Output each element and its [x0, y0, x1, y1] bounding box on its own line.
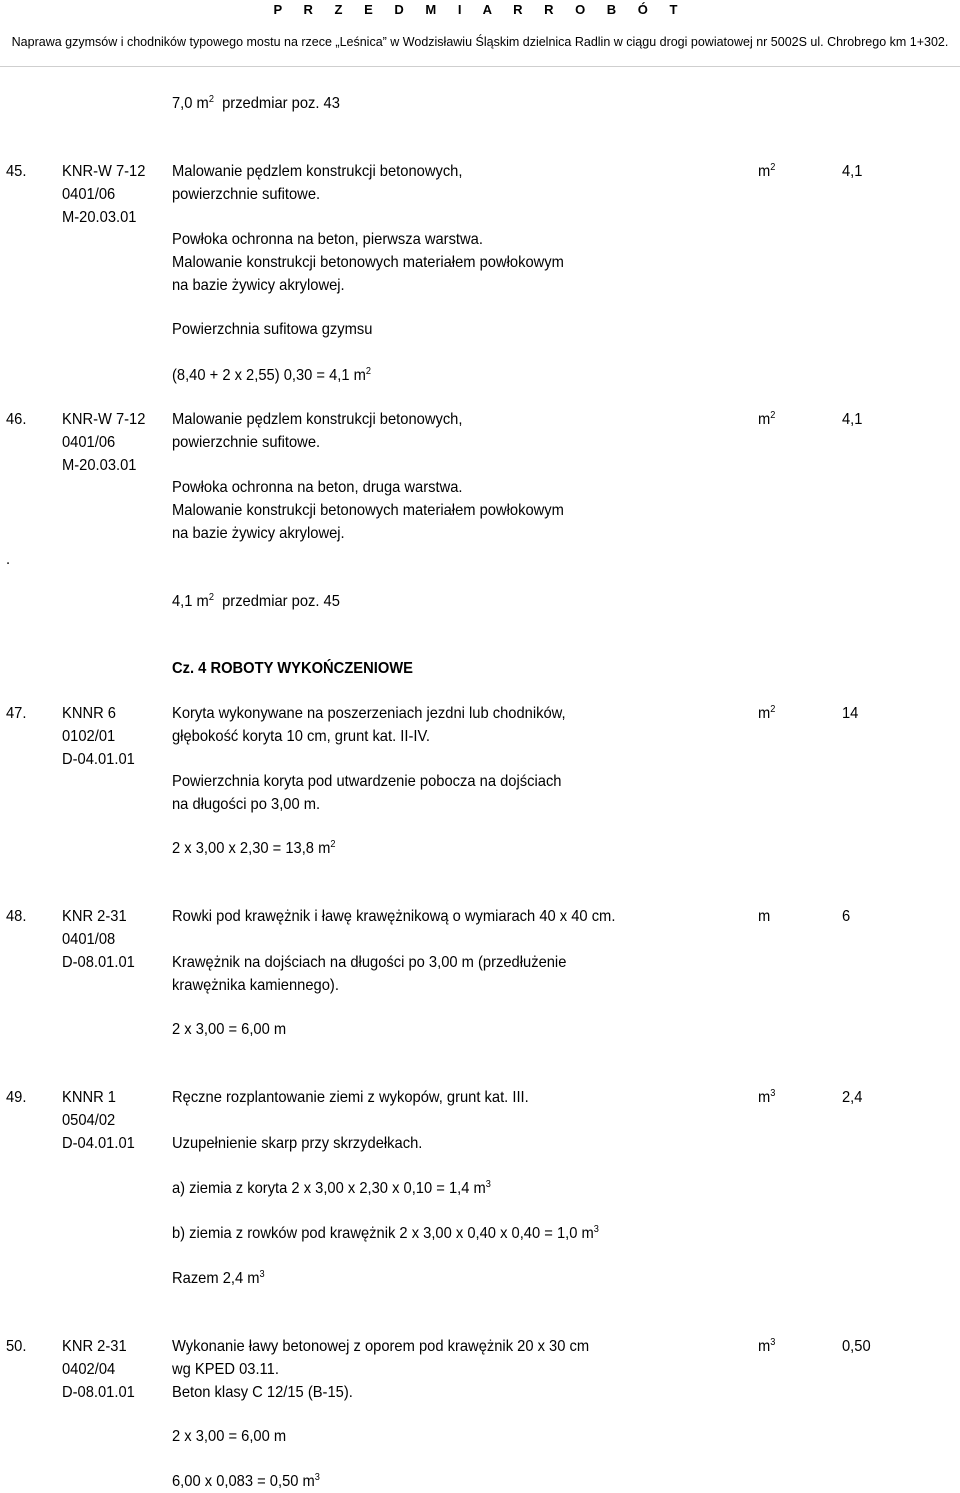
- pos47-calculation: 2 x 3,00 x 2,30 = 13,8 $m^2$: [172, 839, 336, 857]
- pos50-quantity: 0,50: [842, 1338, 871, 1355]
- document-subtitle: Naprawa gzymsów i chodników typowego mostu na rzece „Leśnica” w Wodzisławiu Śląskim dzielnica Radlin w ciągu drogi powiatowej nr 5002S ul. Chrobrego km 1+302.: [11, 35, 949, 49]
- intro-line: 7,0 $m^2$ przedmiar poz. 43: [172, 94, 340, 112]
- pos46-desc: na bazie żywicy akrylowej.: [172, 525, 345, 542]
- pos47-code-3: D-04.01.01: [62, 751, 135, 768]
- pos47-desc: Powierzchnia koryta pod utwardzenie pobocza na dojściach: [172, 773, 562, 790]
- pos49-desc: Uzupełnienie skarp przy skrzydełkach.: [172, 1135, 423, 1152]
- pos47-unit: $m^2$: [758, 704, 776, 722]
- pos47-code-1: KNNR 6: [62, 705, 116, 722]
- pos50-desc: Beton klasy C 12/15 (B-15).: [172, 1384, 353, 1401]
- pos45-desc: powierzchnie sufitowe.: [172, 186, 321, 203]
- pos49-unit: $m^3$: [758, 1088, 776, 1106]
- pos50-unit: $m^3$: [758, 1337, 776, 1355]
- pos48-desc: krawężnika kamiennego).: [172, 977, 339, 994]
- pos46-unit: $m^2$: [758, 410, 776, 428]
- pos48-calculation: 2 x 3,00 = 6,00 m: [172, 1021, 287, 1038]
- pos48-desc: Krawężnik na dojściach na długości po 3,00 m (przedłużenie: [172, 954, 567, 971]
- pos50-calculation-1: 2 x 3,00 = 6,00 m: [172, 1428, 287, 1445]
- pos46-desc: Malowanie pędzlem konstrukcji betonowych,: [172, 411, 463, 428]
- section-heading: Cz. 4 ROBOTY WYKOŃCZENIOWE: [172, 660, 413, 677]
- pos50-calculation-2: 6,00 x 0,083 = 0,50 $m^3$: [172, 1472, 320, 1490]
- pos47-desc: na długości po 3,00 m.: [172, 796, 321, 813]
- pos49-code-1: KNNR 1: [62, 1089, 116, 1106]
- pos48-number: 48.: [6, 908, 27, 925]
- pos50-code-2: 0402/04: [62, 1361, 116, 1378]
- pos48-code-1: KNR 2-31: [62, 908, 127, 925]
- pos45-quantity: 4,1: [842, 163, 863, 180]
- pos46-number: 46.: [6, 411, 27, 428]
- pos49-calculation-total: Razem 2,4 $m^3$: [172, 1269, 265, 1287]
- pos48-quantity: 6: [842, 908, 851, 925]
- pos47-desc: głębokość koryta 10 cm, grunt kat. II-IV.: [172, 728, 431, 745]
- pos50-number: 50.: [6, 1338, 27, 1355]
- pos46-desc: Malowanie konstrukcji betonowych materiałem powłokowym: [172, 502, 564, 519]
- pos48-code-3: D-08.01.01: [62, 954, 135, 971]
- pos46-calculation: 4,1 $m^2$ przedmiar poz. 45: [172, 592, 340, 610]
- pos45-desc: Powierzchnia sufitowa gzymsu: [172, 321, 373, 338]
- pos46-desc: powierzchnie sufitowe.: [172, 434, 321, 451]
- pos49-number: 49.: [6, 1089, 27, 1106]
- pos50-desc: wg KPED 03.11.: [172, 1361, 279, 1378]
- pos46-code-2: 0401/06: [62, 434, 116, 451]
- pos49-desc: Ręczne rozplantowanie ziemi z wykopów, grunt kat. III.: [172, 1089, 529, 1106]
- pos50-code-1: KNR 2-31: [62, 1338, 127, 1355]
- pos49-quantity: 2,4: [842, 1089, 863, 1106]
- document-title: P R Z E D M I A R R O B Ó T: [273, 2, 687, 17]
- pos47-number: 47.: [6, 705, 27, 722]
- pos50-desc: Wykonanie ławy betonowej z oporem pod krawężnik 20 x 30 cm: [172, 1338, 590, 1355]
- header-divider: [0, 66, 960, 67]
- pos47-desc: Koryta wykonywane na poszerzeniach jezdni lub chodników,: [172, 705, 566, 722]
- pos45-code-2: 0401/06: [62, 186, 116, 203]
- pos45-code-3: M-20.03.01: [62, 209, 137, 226]
- pos46-desc: Powłoka ochronna na beton, druga warstwa.: [172, 479, 463, 496]
- pos47-quantity: 14: [842, 705, 859, 722]
- pos49-calculation-b: b) ziemia z rowków pod krawężnik 2 x 3,00 x 0,40 x 0,40 = 1,0 $m^3$: [172, 1224, 599, 1242]
- pos45-desc: na bazie żywicy akrylowej.: [172, 277, 345, 294]
- pos46-code-3: M-20.03.01: [62, 457, 137, 474]
- pos45-desc: Malowanie pędzlem konstrukcji betonowych,: [172, 163, 463, 180]
- pos45-calculation: (8,40 + 2 x 2,55) 0,30 = 4,1 $m^2$: [172, 366, 372, 384]
- pos45-desc: Malowanie konstrukcji betonowych materiałem powłokowym: [172, 254, 564, 271]
- pos48-unit: m: [758, 908, 771, 925]
- pos45-desc: Powłoka ochronna na beton, pierwsza warstwa.: [172, 231, 483, 248]
- pos49-code-2: 0504/02: [62, 1112, 116, 1129]
- pos45-number: 45.: [6, 163, 27, 180]
- pos45-code-1: KNR-W 7-12: [62, 163, 146, 180]
- pos50-code-3: D-08.01.01: [62, 1384, 135, 1401]
- pos46-dot: .: [6, 551, 11, 568]
- pos46-code-1: KNR-W 7-12: [62, 411, 146, 428]
- pos45-unit: $m^2$: [758, 162, 776, 180]
- pos46-quantity: 4,1: [842, 411, 863, 428]
- pos49-calculation-a: a) ziemia z koryta 2 x 3,00 x 2,30 x 0,10 = 1,4 $m^3$: [172, 1179, 491, 1197]
- pos47-code-2: 0102/01: [62, 728, 116, 745]
- pos48-desc: Rowki pod krawężnik i ławę krawężnikową o wymiarach 40 x 40 cm.: [172, 908, 616, 925]
- pos49-code-3: D-04.01.01: [62, 1135, 135, 1152]
- pos48-code-2: 0401/08: [62, 931, 116, 948]
